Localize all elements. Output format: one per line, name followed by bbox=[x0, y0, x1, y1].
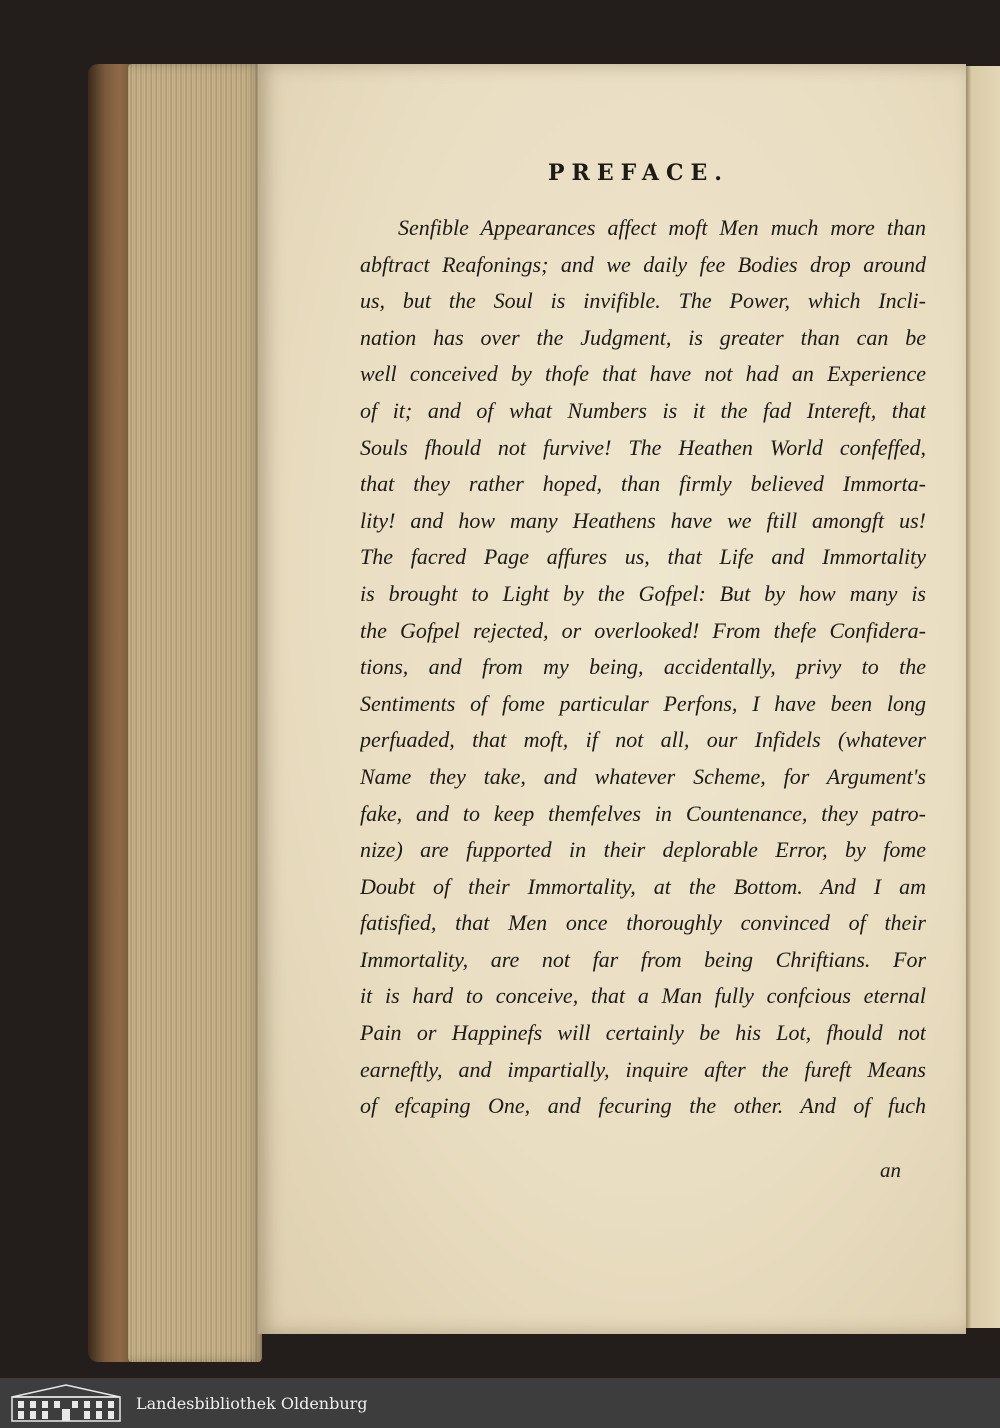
text-line: of it; and of what Numbers is it the fad Intereft, that bbox=[360, 397, 926, 423]
text-line: tions, and from my being, accidentally, privy to the bbox=[360, 654, 926, 680]
library-building-icon bbox=[10, 1383, 122, 1423]
text-line: Name they take, and whatever Scheme, for Argument's bbox=[360, 763, 926, 789]
footer-bar bbox=[0, 1378, 1000, 1428]
library-name: Landesbibliothek Oldenburg bbox=[136, 1393, 368, 1413]
text-line: us, but the Soul is invifible. The Power, which Incli- bbox=[360, 288, 926, 314]
text-line: fatisfied, that Men once thoroughly convinced of their bbox=[360, 910, 926, 936]
text-line: abftract Reafonings; and we daily fee Bodies drop around bbox=[360, 251, 926, 277]
text-line: earneftly, and impartially, inquire after the fureft Means bbox=[360, 1056, 926, 1082]
catchword: an bbox=[880, 1158, 901, 1182]
text-line: nize) are fupported in their deplorable Error, by fome bbox=[360, 837, 926, 863]
text-line: fake, and to keep themfelves in Countenance, they patro- bbox=[360, 800, 926, 826]
text-line: the Gofpel rejected, or overlooked! From thefe Confidera- bbox=[360, 617, 926, 643]
text-line: Souls fhould not furvive! The Heathen World confeffed, bbox=[360, 434, 926, 460]
page-edges bbox=[128, 64, 262, 1362]
text-line: The facred Page affures us, that Life and Immortality bbox=[360, 544, 926, 570]
text-line: of efcaping One, and fecuring the other. And of fuch bbox=[360, 1093, 926, 1119]
running-head: PREFACE. bbox=[548, 160, 729, 186]
text-line: well conceived by thofe that have not had an Experience bbox=[360, 361, 926, 387]
text-line: that they rather hoped, than firmly believed Immorta- bbox=[360, 471, 926, 497]
facing-page-edge bbox=[962, 66, 1000, 1328]
text-line: nation has over the Judgment, is greater than can be bbox=[360, 324, 926, 350]
text-line: Sentiments of fome particular Perfons, I have been long bbox=[360, 690, 926, 716]
text-line: Immortality, are not far from being Chriftians. For bbox=[360, 946, 926, 972]
text-line: Doubt of their Immortality, at the Bottom. And I am bbox=[360, 873, 926, 899]
text-line: Senfible Appearances affect moft Men much more than bbox=[398, 215, 926, 240]
text-line: lity! and how many Heathens have we ftill amongft us! bbox=[360, 507, 926, 533]
body-text bbox=[360, 210, 926, 1125]
text-line: Pain or Happinefs will certainly be his Lot, fhould not bbox=[360, 1020, 926, 1046]
text-line: it is hard to conceive, that a Man fully confcious eternal bbox=[360, 983, 926, 1009]
text-line: is brought to Light by the Gofpel: But by how many is bbox=[360, 580, 926, 606]
text-line: perfuaded, that moft, if not all, our Infidels (whatever bbox=[360, 727, 926, 753]
